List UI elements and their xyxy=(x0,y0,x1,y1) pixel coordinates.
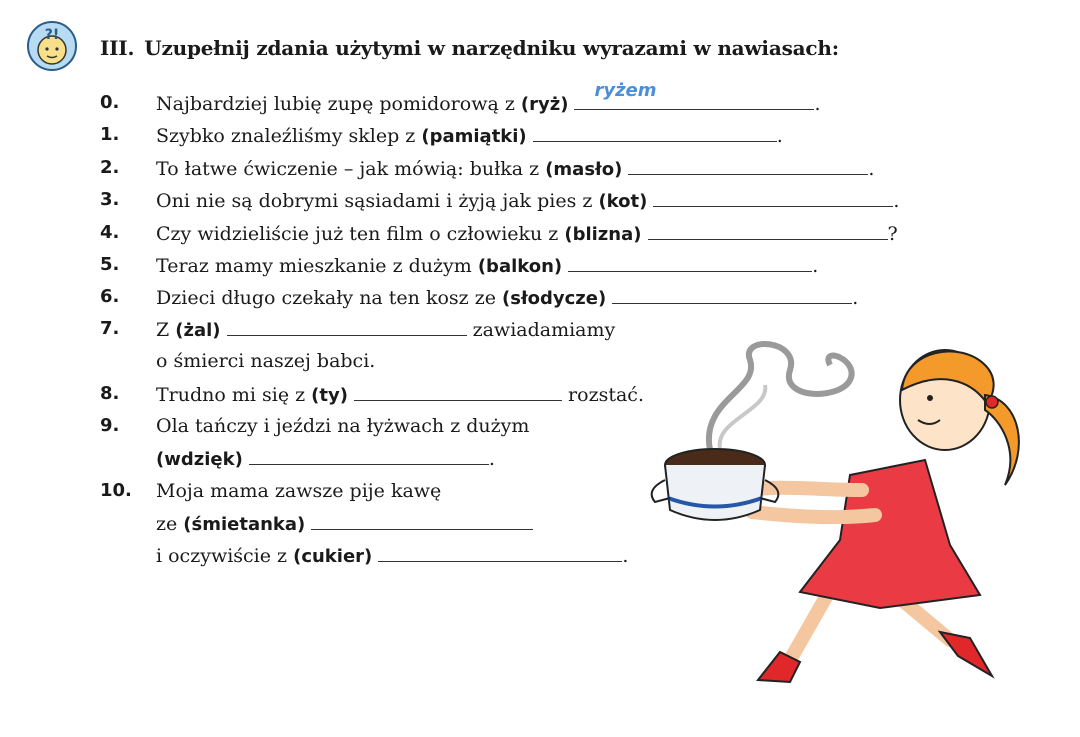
answer-blank[interactable] xyxy=(354,378,562,401)
base-word: (śmietanka) xyxy=(183,514,306,535)
sentence-number: 9. xyxy=(100,415,120,436)
base-word: (masło) xyxy=(545,159,623,180)
base-word: (blizna) xyxy=(564,224,642,245)
answer-blank[interactable] xyxy=(533,119,777,142)
exercise-title xyxy=(100,36,839,60)
sentence-number: 1. xyxy=(100,124,120,145)
answer-blank[interactable] xyxy=(648,217,888,240)
sentence-number: 5. xyxy=(100,254,120,275)
base-word: (ryż) xyxy=(520,94,569,115)
sentence-number: 3. xyxy=(100,189,120,210)
answer-blank[interactable] xyxy=(311,507,533,530)
base-word: (ty) xyxy=(311,385,348,406)
sentence-number: 0. xyxy=(100,92,120,113)
answer-blank[interactable] xyxy=(574,80,814,110)
base-word: (balkon) xyxy=(477,256,563,277)
base-word: (żal) xyxy=(175,320,221,341)
answer-blank[interactable] xyxy=(249,442,489,465)
base-word: (pamiątki) xyxy=(421,126,527,147)
example-answer: ryżem xyxy=(594,80,657,101)
base-word: (wdzięk) xyxy=(156,449,243,470)
answer-blank[interactable] xyxy=(227,313,467,336)
exercise-instruction: Uzupełnij zdania użytymi w narzędniku wyrazami w nawiasach: xyxy=(144,36,839,60)
question-exclamation-badge-icon xyxy=(26,20,78,72)
base-word: (słodycze) xyxy=(502,288,607,309)
base-word: (kot) xyxy=(598,191,648,212)
sentence-number: 4. xyxy=(100,222,120,243)
sentence-number: 2. xyxy=(100,157,120,178)
answer-blank[interactable] xyxy=(568,249,812,272)
answer-blank[interactable] xyxy=(653,184,893,207)
answer-blank[interactable] xyxy=(378,539,622,562)
answer-blank[interactable] xyxy=(612,281,852,304)
girl-carrying-pot-illustration xyxy=(640,340,1060,710)
sentence-number: 10. xyxy=(100,480,132,501)
sentence-number: 8. xyxy=(100,383,120,404)
sentence-number: 6. xyxy=(100,286,120,307)
sentence-number: 7. xyxy=(100,318,120,339)
exercise-number: III. xyxy=(100,36,135,60)
answer-blank[interactable] xyxy=(628,152,868,175)
base-word: (cukier) xyxy=(293,546,373,567)
badge-text: ?! xyxy=(44,27,60,43)
